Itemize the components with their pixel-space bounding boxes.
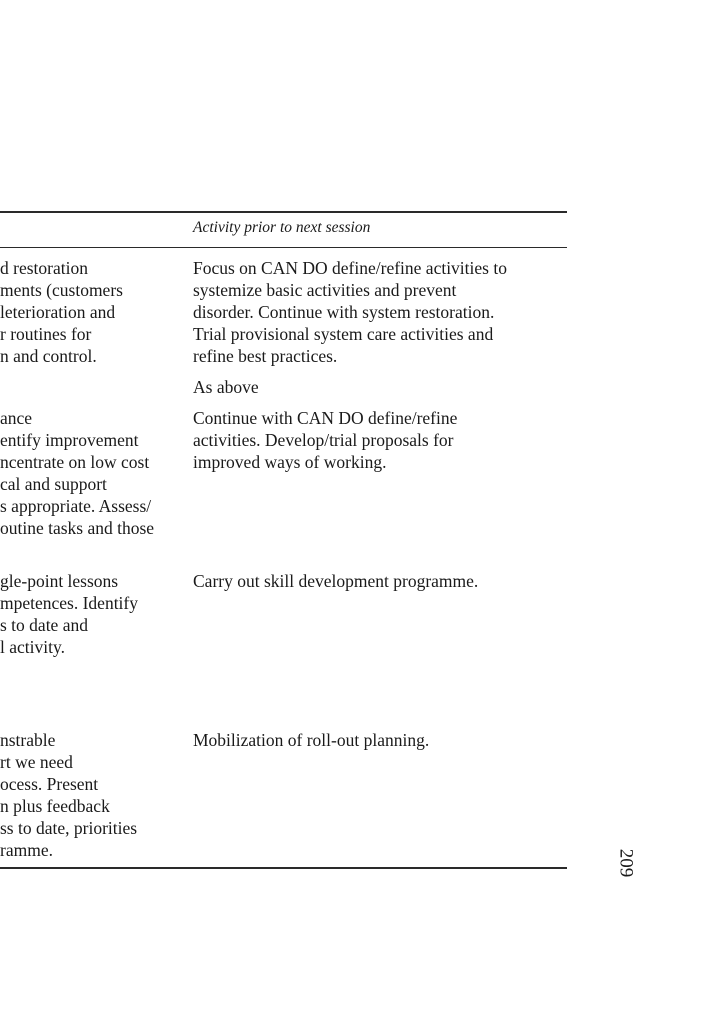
- row-4-left-line: gle-point lessons: [0, 571, 119, 591]
- row-3-left-cell: [0, 407, 154, 539]
- row-1-activity-cell: [193, 257, 507, 367]
- row-1-activity-line: Trial provisional system care activities and: [193, 324, 494, 344]
- row-3-left-line: ncentrate on low cost: [0, 452, 150, 472]
- row-4-left-line: l activity.: [0, 637, 65, 657]
- row-3-left-line: ance: [0, 408, 33, 428]
- row-4-left-cell: [0, 570, 138, 658]
- row-3-activity-line: improved ways of working.: [193, 452, 387, 472]
- row-1-left-cell: [0, 257, 123, 367]
- row-4-left-line: mpetences. Identify: [0, 593, 139, 613]
- row-2-activity-line: As above: [193, 377, 259, 397]
- row-1-activity-line: refine best practices.: [193, 346, 338, 366]
- row-5-left-line: ocess. Present: [0, 774, 99, 794]
- row-5-activity-cell: [193, 729, 429, 751]
- row-5-left-line: nstrable: [0, 730, 56, 750]
- row-5-left-cell: [0, 729, 137, 861]
- table-top-rule: [0, 211, 567, 213]
- row-3-activity-line: activities. Develop/trial proposals for: [193, 430, 454, 450]
- row-1-activity-line: Focus on CAN DO define/refine activities to: [193, 258, 507, 278]
- row-3-activity-line: Continue with CAN DO define/refine: [193, 408, 458, 428]
- row-4-activity-cell: [193, 570, 478, 592]
- row-1-left-line: r routines for: [0, 324, 92, 344]
- row-5-left-line: ss to date, priorities: [0, 818, 138, 838]
- row-3-left-line: entify improvement: [0, 430, 139, 450]
- table-bottom-rule: [0, 867, 567, 869]
- row-5-activity-line: Mobilization of roll-out planning.: [193, 730, 430, 750]
- row-5-left-line: ramme.: [0, 840, 53, 860]
- row-5-left-line: rt we need: [0, 752, 73, 772]
- row-4-left-line: s to date and: [0, 615, 88, 635]
- row-3-left-line: cal and support: [0, 474, 107, 494]
- row-1-left-line: n and control.: [0, 346, 97, 366]
- row-3-activity-cell: [193, 407, 457, 473]
- row-2-activity-cell: [193, 376, 259, 398]
- row-1-left-line: leterioration and: [0, 302, 116, 322]
- table-header-rule: [0, 247, 567, 248]
- row-1-activity-line: systemize basic activities and prevent: [193, 280, 457, 300]
- row-3-left-line: outine tasks and those: [0, 518, 155, 538]
- row-4-activity-line: Carry out skill development programme.: [193, 571, 479, 591]
- row-1-left-line: d restoration: [0, 258, 88, 278]
- row-1-left-line: ments (customers: [0, 280, 123, 300]
- row-3-left-line: s appropriate. Assess/: [0, 496, 152, 516]
- row-1-activity-line: disorder. Continue with system restoration.: [193, 302, 495, 322]
- column-header-activity: Activity prior to next session: [193, 219, 371, 236]
- page-number: 209: [615, 848, 637, 878]
- row-5-left-line: n plus feedback: [0, 796, 110, 816]
